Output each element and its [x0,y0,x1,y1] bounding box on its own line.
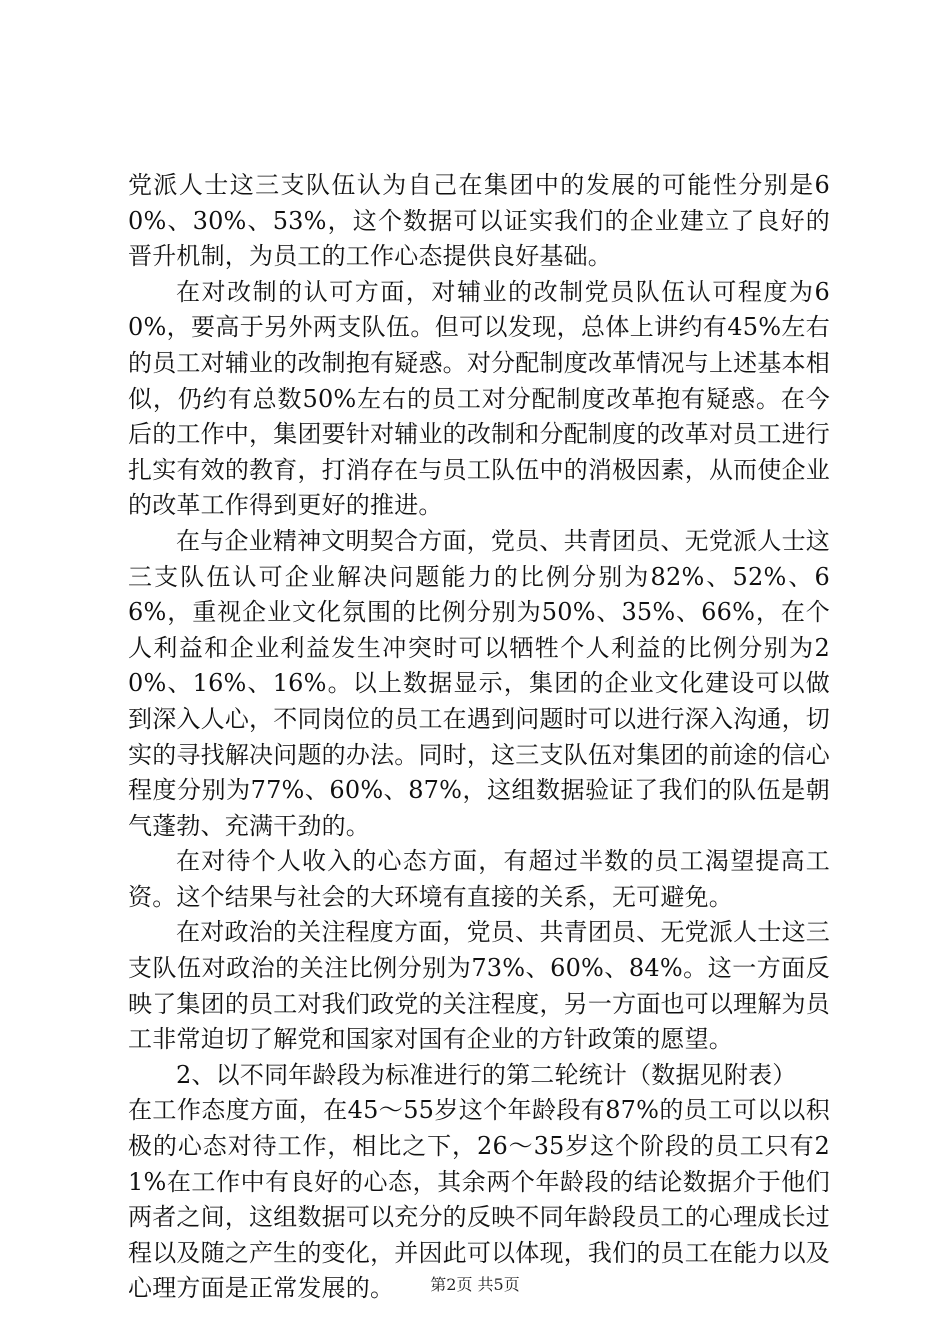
paragraph-corporate-culture: 在与企业精神文明契合方面，党员、共青团员、无党派人士这三支队伍认可企业解决问题能力的比例分别为82%、52%、66%，重视企业文化氛围的比例分别为50%、35%、66%，在个人利益和企业利益发生冲突时可以牺牲个人利益的比例分别为20%、16%、16%。以上数据显示，集团的企业文化建设可以做到深入人心，不同岗位的员工在遇到问题时可以进行深入沟通，切实的寻找解决问题的办法。同时，这三支队伍对集团的前途的信心程度分别为77%、60%、87%，这组数据验证了我们的队伍是朝气蓬勃、充满干劲的。 [128,526,830,840]
document-body [128,168,830,1307]
paragraph-career-development: 党派人士这三支队伍认为自己在集团中的发展的可能性分别是60%、30%、53%，这个数据可以证实我们的企业建立了良好的晋升机制，为员工的工作心态提供良好基础。 [128,171,830,271]
page-footer: 第2页 共5页 [430,1275,520,1294]
section-heading-age-statistics: 2、以不同年龄段为标准进行的第二轮统计（数据见附表） [176,1060,797,1089]
paragraph-political-attention: 在对政治的关注程度方面，党员、共青团员、无党派人士这三支队伍对政治的关注比例分别为73%、60%、84%。这一方面反映了集团的员工对我们政党的关注程度，另一方面也可以理解为员工非常迫切了解党和国家对国有企业的方针政策的愿望。 [128,918,830,1054]
paragraph-reform-recognition: 在对改制的认可方面，对辅业的改制党员队伍认可程度为60%，要高于另外两支队伍。但可以发现，总体上讲约有45%左右的员工对辅业的改制抱有疑惑。对分配制度改革情况与上述基本相似，仍约有总数50%左右的员工对分配制度改革抱有疑惑。在今后的工作中，集团要针对辅业的改制和分配制度的改革对员工进行扎实有效的教育，打消存在与员工队伍中的消极因素，从而使企业的改革工作得到更好的推进。 [128,277,830,520]
paragraph-work-attitude: 在工作态度方面，在45～55岁这个年龄段有87%的员工可以以积极的心态对待工作，相比之下，26～35岁这个阶段的员工只有21%在工作中有良好的心态，其余两个年龄段的结论数据介于他们两者之间，这组数据可以充分的反映不同年龄段员工的心理成长过程以及随之产生的变化，并因此可以体现，我们的员工在能力以及心理方面是正常发展的。 [128,1096,830,1303]
paragraph-income-attitude: 在对待个人收入的心态方面，有超过半数的员工渴望提高工资。这个结果与社会的大环境有直接的关系，无可避免。 [128,847,830,911]
